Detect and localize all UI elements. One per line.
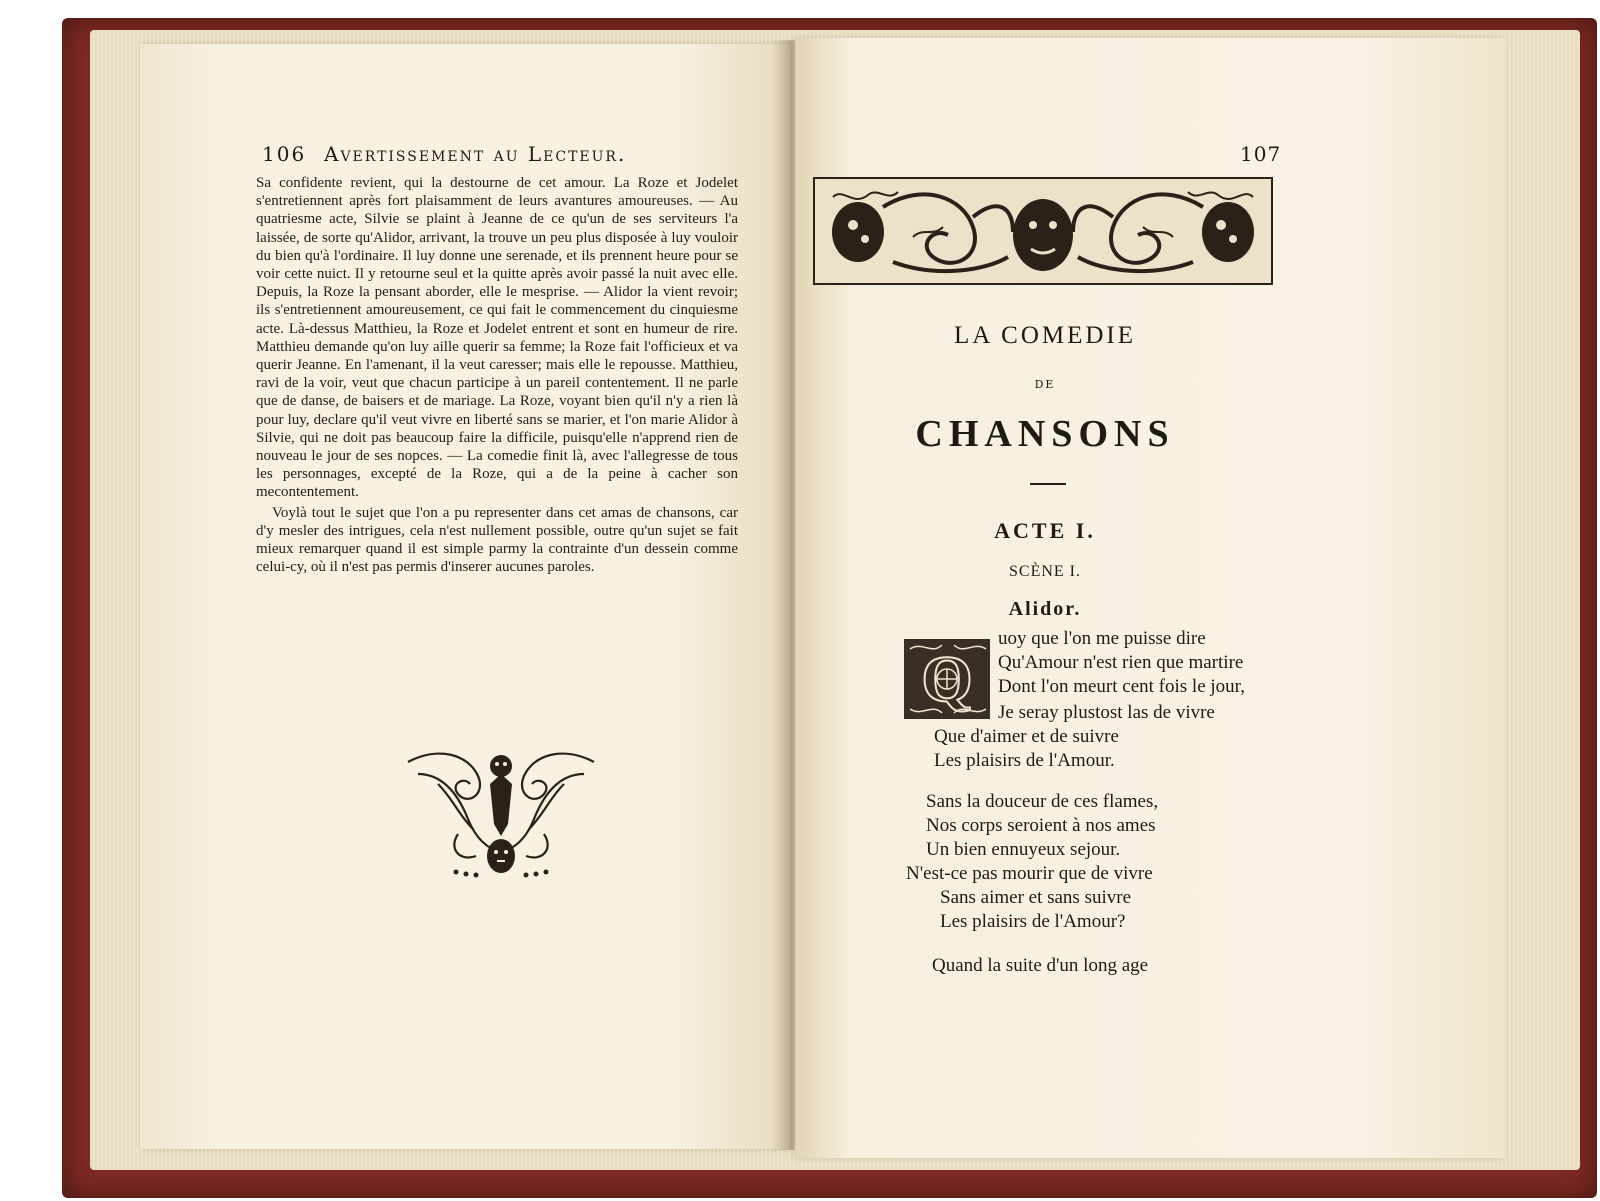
- paragraph: Sa confidente revient, qui la destourne de cet amour. La Roze et Jodelet s'entretiennent après fort plaisamment de leurs avantures amoureuses. — Au quatriesme acte, Silvie se plaint à Jeanne de ce qu'un de ses serviteurs l'a laissée, de sorte qu'Alidor, arrivant, la trouve un peu plus disposée à luy vouloir du bien qu'à l'ordinaire. Il luy donne une serenade, et ils prennent heure pour se voir cette nuict. Il y retourne seul et la quitte après avoir passé la nuit avec elle. Depuis, la Roze la pensant aborder, elle le mesprise. — Alidor la vient revoir; ils s'entretiennent amoureusement, ce qui fait le commencement du cinquiesme acte. Là-dessus Matthieu, la Roze et Jodelet entrent et sont en humeur de rire. Matthieu demande qu'on luy aille querir sa femme; la Roze fait l'officieux et va querir Jeanne. En l'amenant, il la veut caresser; mais elle le repousse. Matthieu, ravi de la voir, veut que chacun participe à un pareil contentement. Il ne parle que de danse, de baisers et de mariage. La Roze, voyant bien qu'il n'y a rien là pour luy, declare qu'il veut vivre en liberté sans se marier, et l'on marie Alidor à Silvie, qui ne doit pas beaucoup faire la difficile, puisqu'elle n'apprend rien de nouveau le jour de ses nopces. — La comedie finit là, avec l'allegresse de tous les personnages, excepté de la Roze, qui a de la peine à cacher son mecontentement.: [256, 175, 738, 501]
- title-de: DE: [1034, 378, 1056, 391]
- dropcap-letter: Q: [921, 643, 973, 716]
- ornamental-tailpiece-icon: [398, 744, 604, 884]
- verse-line: uoy que l'on me puisse dire: [998, 628, 1206, 649]
- title-comedie: LA COMEDIE: [953, 322, 1137, 349]
- running-title: Avertissement au Lecteur.: [324, 142, 627, 166]
- ornamental-headpiece-icon: [813, 177, 1273, 285]
- verse-line: Quand la suite d'un long age: [932, 955, 1149, 976]
- running-head-left: [262, 142, 742, 166]
- verse-line: Qu'Amour n'est rien que martire: [998, 652, 1244, 673]
- act-heading: ACTE I.: [994, 518, 1096, 543]
- dropcap: [902, 637, 992, 721]
- page-number-right: 107: [1240, 142, 1282, 166]
- verse-line: Dont l'on meurt cent fois le jour,: [998, 676, 1245, 697]
- title-rule: [1030, 483, 1066, 485]
- verse-line: Les plaisirs de l'Amour?: [940, 911, 1126, 932]
- paragraph: Voylà tout le sujet que l'on a pu representer dans cet amas de chansons, car d'y mesler des intrigues, cela n'est nullement possible, outre qu'un sujet se fait mieux remarquer quand il est simple parmy la contrainte d'un dessein comme celui-cy, où il n'est pas permis d'inserer aucunes paroles.: [256, 504, 738, 576]
- title-chansons: CHANSONS: [915, 413, 1175, 455]
- verse-line: N'est-ce pas mourir que de vivre: [906, 863, 1153, 884]
- verse-line: Que d'aimer et de suivre: [934, 726, 1119, 747]
- dropcap-ornament-icon: [902, 637, 992, 721]
- verse-line: Je seray plustost las de vivre: [998, 702, 1215, 723]
- speaker-name: Alidor.: [1008, 598, 1082, 620]
- verse-line: Un bien ennuyeux sejour.: [926, 839, 1121, 860]
- scene-heading: SCÈNE I.: [1009, 563, 1081, 580]
- verse-line: Nos corps seroient à nos ames: [926, 815, 1156, 836]
- page-number-left: 106: [262, 142, 307, 166]
- verse-line: Sans la douceur de ces flames,: [926, 791, 1159, 812]
- left-body-text: [256, 174, 738, 576]
- verse-line: Sans aimer et sans suivre: [940, 887, 1132, 908]
- verse-line: Les plaisirs de l'Amour.: [934, 750, 1115, 771]
